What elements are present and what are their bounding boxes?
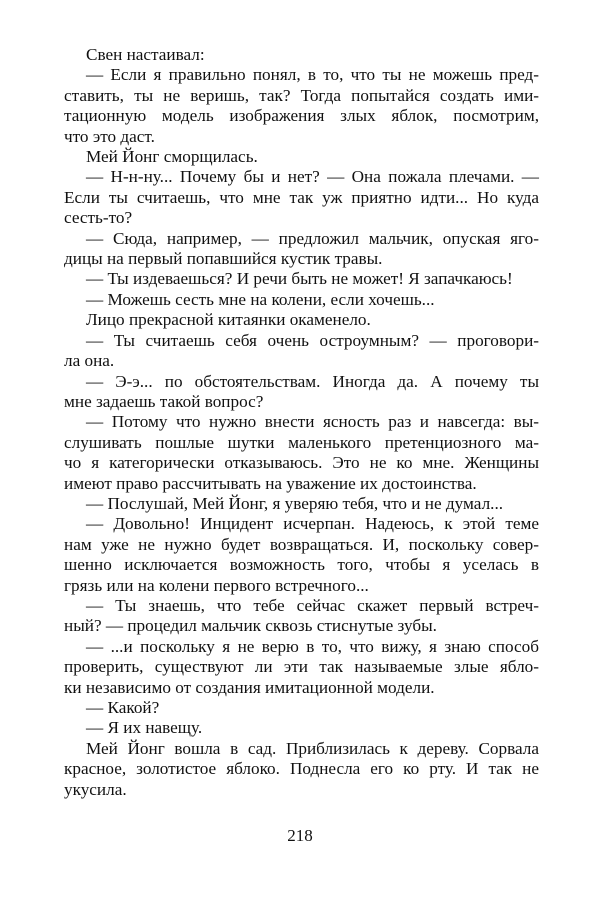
text-line: — Э-э... по обстоятельствам. Иногда да. А почему ты <box>86 371 539 391</box>
text-line: Мей Йонг сморщилась. <box>86 147 258 167</box>
text-line: ный? — процедил мальчик сквозь стиснутые зубы. <box>64 616 437 636</box>
text-line: — Ты знаешь, что тебе сейчас скажет первый встреч- <box>86 595 539 615</box>
book-page-text <box>64 45 539 800</box>
text-line: проверить, существуют ли эти так называемые злые ябло- <box>64 657 539 677</box>
text-line: — Сюда, например, — предложил мальчик, опуская яго- <box>86 228 539 248</box>
text-line: ставить, ты не веришь, так? Тогда попытайся создать ими- <box>64 85 539 105</box>
text-line: тационную модель изображения злых яблок, посмотрим, <box>64 106 539 126</box>
text-line: — Если я правильно понял, в то, что ты не можешь пред- <box>86 65 539 85</box>
text-line: — Ты издеваешься? И речи быть не может! Я запачкаюсь! <box>86 269 513 289</box>
text-line: — Можешь сесть мне на колени, если хочешь... <box>86 289 435 309</box>
text-line: слушивать пошлые шутки маленького претенциозного ма- <box>64 432 539 452</box>
text-line: — Ты считаешь себя очень остроумным? — проговори- <box>86 330 539 350</box>
text-line: шенно исключается возможность того, чтобы я уселась в <box>64 555 539 575</box>
text-line: Лицо прекрасной китаянки окаменело. <box>86 310 371 330</box>
text-line: — Н-н-ну... Почему бы и нет? — Она пожала плечами. — <box>86 167 539 187</box>
text-line: ки независимо от создания имитационной модели. <box>64 677 435 697</box>
text-line: укусила. <box>64 779 127 799</box>
text-line: Мей Йонг вошла в сад. Приблизилась к дереву. Сорвала <box>86 738 539 758</box>
text-line: имеют право рассчитывать на уважение их достоинства. <box>64 473 477 493</box>
page-number: 218 <box>287 826 313 845</box>
text-line: красное, золотистое яблоко. Поднесла его ко рту. И так не <box>64 759 539 779</box>
text-line: что это даст. <box>64 126 155 146</box>
text-line: — Послушай, Мей Йонг, я уверяю тебя, что и не думал... <box>86 493 504 513</box>
text-line: Свен настаивал: <box>86 45 205 64</box>
text-line: сесть-то? <box>64 208 133 228</box>
text-line: чо я категорически отказываюсь. Это не ко мне. Женщины <box>64 453 539 473</box>
text-line: Если ты считаешь, что мне так уж приятно идти... Но куда <box>64 187 539 207</box>
text-line: — Потому что нужно внести ясность раз и навсегда: вы- <box>86 412 539 432</box>
text-line: грязь или на колени первого встречного... <box>64 575 369 595</box>
text-line: ла она. <box>64 351 115 371</box>
text-line: — Довольно! Инцидент исчерпан. Надеюсь, к этой теме <box>86 514 539 534</box>
text-line: дицы на первый попавшийся кустик травы. <box>64 249 383 269</box>
text-line: мне задаешь такой вопрос? <box>64 391 264 411</box>
text-line: — Какой? <box>86 698 160 717</box>
text-line: — Я их навещу. <box>86 718 203 738</box>
text-line: нам уже не нужно будет возвращаться. И, поскольку совер- <box>64 534 539 554</box>
text-line: — ...и поскольку я не верю в то, что вижу, я знаю способ <box>86 636 539 656</box>
